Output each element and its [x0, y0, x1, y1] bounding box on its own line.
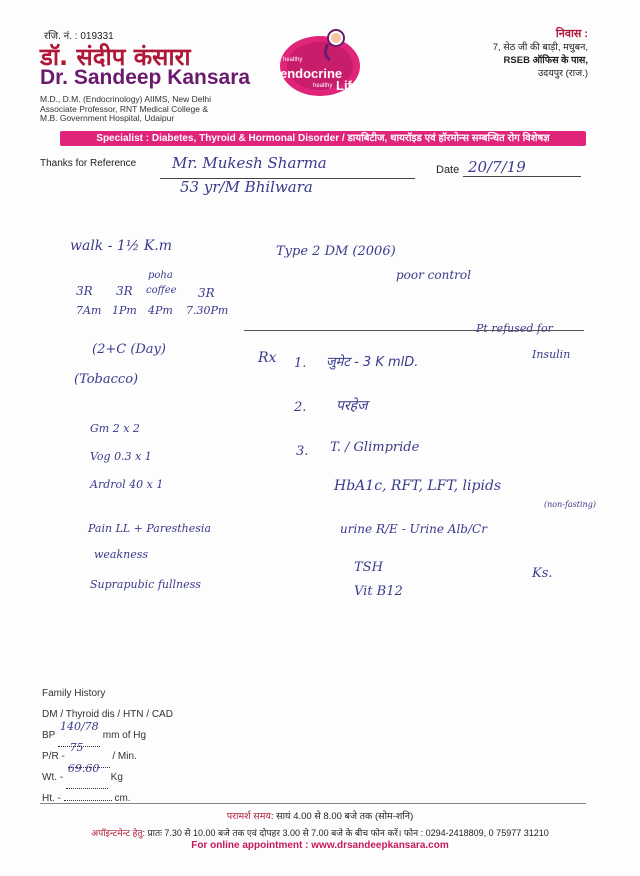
bp-label: BP	[42, 730, 56, 741]
family-history-section	[42, 683, 173, 809]
diet-time-4: 7.30Pm	[186, 304, 229, 317]
family-history-conditions: DM / Thyroid dis / HTN / CAD	[42, 709, 173, 720]
visit-date: 20/7/19	[468, 158, 526, 176]
bp-row	[42, 720, 173, 746]
complaint-1: Pain LL + Paresthesia	[88, 522, 211, 535]
rx-item-number: 2.	[294, 400, 307, 415]
tests-line-3: TSH	[354, 560, 383, 575]
online-appointment-link[interactable]: For online appointment : www.drsandeepkansara.com	[191, 840, 449, 851]
rx-item-number: 3.	[296, 444, 309, 459]
pr-row: P/R - 75 / Min.	[42, 746, 173, 767]
rx-symbol: Rx	[258, 350, 277, 366]
doctor-name-hindi: डॉ. संदीप कंसारा	[40, 43, 191, 71]
wt-value: 69.60	[67, 762, 100, 775]
current-medication-1: Gm 2 x 2	[90, 422, 140, 435]
footer-divider	[40, 803, 586, 804]
logo-text-healthy: healthy	[283, 57, 303, 63]
ht-label: Ht.	[42, 793, 55, 804]
current-medication-3: Ardrol 40 x 1	[90, 478, 164, 491]
diet-meal-3-sub: coffee	[146, 285, 177, 296]
appointment-info	[0, 826, 640, 839]
patient-refusal-note: Pt refused for	[476, 322, 553, 335]
qualification-line: M.B. Government Hospital, Udaipur	[40, 113, 175, 123]
diet-meal-3: poha	[148, 270, 173, 281]
logo-text-life: Life	[336, 78, 360, 93]
consult-label: परामर्श समय	[226, 811, 271, 822]
ht-value-field	[64, 789, 112, 801]
pr-unit: / Min.	[112, 751, 137, 762]
residence-address	[493, 28, 588, 80]
qualification-line: Associate Professor, RNT Medical College &	[40, 103, 209, 114]
control-note: poor control	[396, 268, 471, 282]
date-label: Date	[436, 164, 460, 176]
doctor-name-english: Dr. Sandeep Kansara	[40, 66, 251, 89]
patient-name: Mr. Mukesh Sharma	[172, 154, 327, 172]
wt-row: Wt. - 69.60 Kg	[42, 767, 173, 788]
wt-label: Wt.	[42, 772, 57, 783]
address-line: उदयपुर (राज.)	[537, 68, 588, 79]
qualification-line: M.D., D.M. (Endocrinology) AIIMS, New Delhi	[40, 94, 211, 104]
doctor-qualifications	[40, 95, 260, 124]
pr-value: 75	[69, 741, 84, 754]
patient-info: 53 yr/M Bhilwara	[180, 178, 313, 196]
diet-meal-2: 3R	[116, 284, 133, 298]
specialist-banner: Specialist : Diabetes, Thyroid & Hormonal Disorder / डायबिटीज, थायरॉइड एवं हॉरमोन्स सम्बन्धित रोग विशेषज्ञ	[60, 131, 586, 146]
diet-time-2: 1Pm	[112, 304, 137, 317]
ht-row: Ht. - cm.	[42, 788, 173, 809]
history-tobacco: (Tobacco)	[74, 372, 139, 387]
ht-unit: cm.	[114, 793, 131, 804]
diet-time-3: 4Pm	[148, 304, 173, 317]
tests-line-1b: (non-fasting)	[544, 500, 596, 509]
tests-line-1: HbA1c, RFT, LFT, lipids	[334, 478, 502, 494]
bp-value: 140/78	[59, 720, 99, 733]
address-label: निवास :	[555, 28, 588, 40]
registration-number: रजि. नं. : 019331	[44, 31, 114, 42]
diet-meal-4: 3R	[198, 286, 215, 300]
walk-note: walk - 1½ K.m	[70, 238, 173, 254]
patient-refusal-note-2: Insulin	[532, 348, 571, 361]
history-alcohol: (2+C (Day)	[92, 342, 166, 357]
appointment-label: अपॉइन्टमेन्ट हेतु	[91, 828, 143, 838]
family-history-title: Family History	[42, 688, 106, 699]
divider-line	[244, 330, 584, 331]
address-line: 7, सेठ जी की बाड़ी, मधुबन,	[492, 42, 588, 53]
thanks-for-reference-label: Thanks for Reference	[40, 158, 137, 169]
logo-text-endocrine: endocrine	[280, 66, 343, 81]
current-medication-2: Vog 0.3 x 1	[90, 450, 152, 463]
consultation-time	[0, 809, 640, 822]
rx-item-number: 1.	[294, 356, 307, 371]
diet-meal-1: 3R	[76, 284, 93, 298]
date-line	[463, 176, 581, 177]
diagnosis: Type 2 DM (2006)	[276, 244, 396, 259]
complaint-2: weakness	[94, 548, 149, 561]
complaint-3: Suprapubic fullness	[90, 578, 201, 591]
wt-unit: Kg	[110, 772, 123, 783]
tests-line-2: urine R/E - Urine Alb/Cr	[340, 522, 487, 536]
bp-unit: mm of Hg	[102, 730, 147, 741]
pr-label: P/R	[42, 751, 59, 762]
address-line: RSEB ऑफिस के पास,	[503, 55, 588, 66]
rx-item-3: T. / Glimpride	[330, 440, 420, 455]
doctor-signature: Ks.	[532, 566, 553, 581]
diet-time-1: 7Am	[76, 304, 102, 317]
consult-time-text: : सायं 4.00 से 8.00 बजे तक (सोम-शनि)	[270, 811, 414, 822]
logo-text-healthy-2: healthy	[313, 83, 333, 89]
rx-item-2: परहेज	[336, 398, 368, 414]
appointment-text: : प्रातः 7.30 से 10.00 बजे तक एवं दोपहर 3.00 से 7.00 बजे के बीच फोन करें। फोन : 0294-2418809, 0 75977 31210	[142, 828, 549, 838]
tests-line-4: Vit B12	[354, 584, 403, 599]
rx-item-1: जुमेट - 3 K mlD.	[326, 355, 419, 370]
